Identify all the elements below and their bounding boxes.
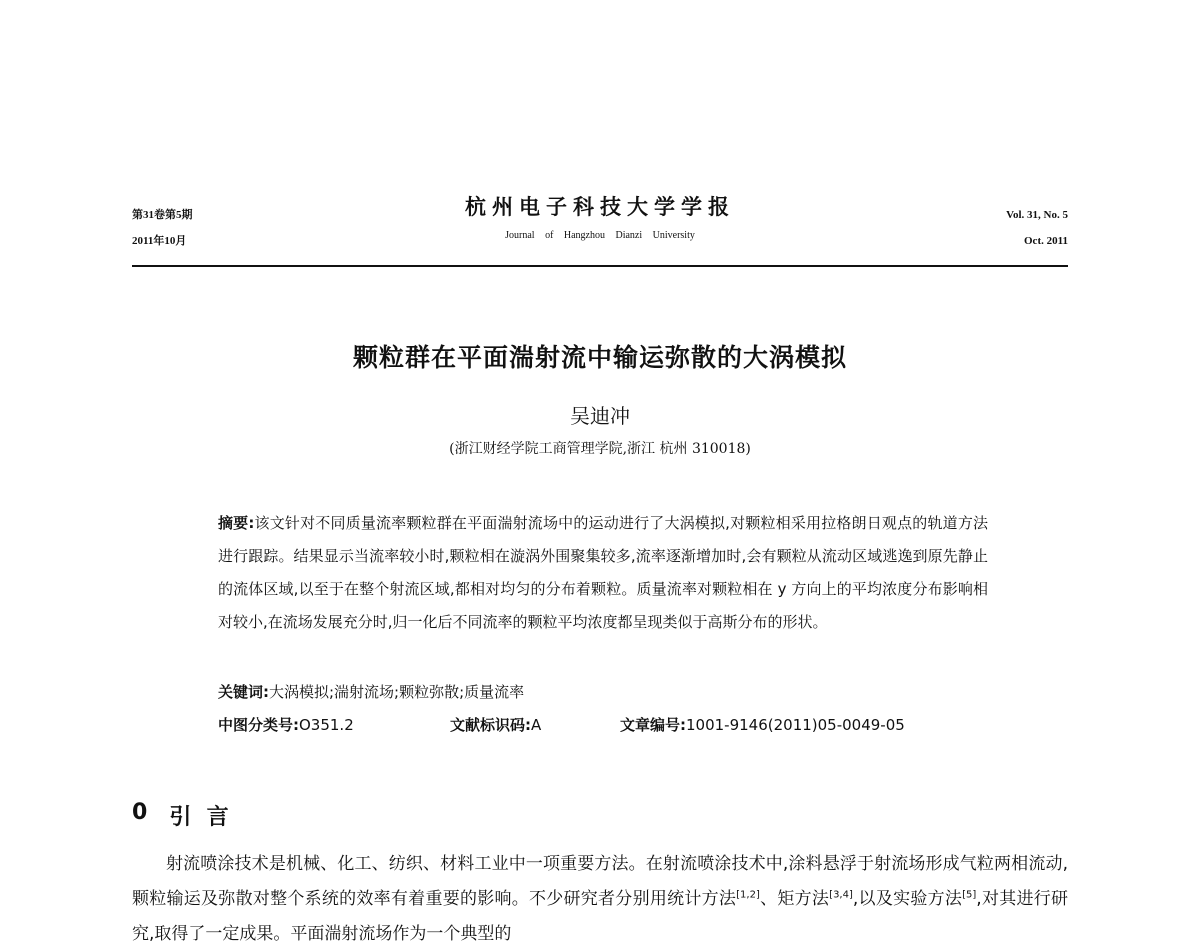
abstract [218, 507, 988, 639]
paragraph-text: ,对其进行研究,取得了一定成果。平面湍射流场作为一个典型的 [132, 889, 1069, 944]
article-title: 颗粒群在平面湍射流中输运弥散的大涡模拟 [352, 343, 847, 372]
paragraph [132, 847, 1068, 952]
keywords-label: 关键词: [218, 683, 269, 701]
author-affiliation: (浙江财经学院工商管理学院,浙江 杭州 310018) [449, 441, 751, 457]
clc-label: 中图分类号: [218, 716, 299, 734]
header-left [132, 202, 193, 254]
abstract-label: 摘要: [218, 514, 255, 532]
section-title: 引 言 [169, 805, 229, 830]
classification-row [218, 709, 988, 742]
citation[interactable]: [3,4] [829, 889, 853, 901]
abstract-text: 该文针对不同质量流率颗粒群在平面湍射流场中的运动进行了大涡模拟,对颗粒相采用拉格朗日观点的轨道方法进行跟踪。结果显示当流率较小时,颗粒相在漩涡外围聚集较多,流率逐渐增加时,会有颗粒从流动区域逃逸到原先静止的流体区域,以至于在整个射流区域,都相对均匀的分布着颗粒。质量流率对颗粒相在 y 方向上的平均浓度分布影响相对较小,在流场发展充分时,归一化后不同流率的颗粒平均浓度都呈现类似于高斯分布的形状。 [218, 514, 989, 631]
paragraph-text: 射流喷涂技术是机械、化工、纺织、材料工业中一项重要方法。在射流喷涂技术中,涂料悬浮于射流场形成气粒两相流动,颗粒输运及弥散对整个系统的效率有着重要的影响。不少研究者分别用统计方法 [132, 854, 1068, 909]
section-body [132, 847, 1068, 952]
keywords [218, 676, 988, 709]
header-rule [132, 265, 1068, 267]
citation[interactable]: [5] [962, 889, 977, 901]
journal-name-cn: 杭州电子科技大学学报 [465, 195, 735, 219]
header-right [1006, 202, 1068, 254]
paragraph-text: ,以及实验方法 [852, 889, 963, 909]
date-cn: 2011年10月 [132, 235, 187, 247]
article-author: 吴迪冲 [570, 404, 630, 428]
volume-issue-cn: 第31卷第5期 [132, 209, 193, 221]
clc-value: O351.2 [299, 716, 354, 734]
journal-name-en: Journal of Hangzhou Dianzi University [505, 230, 695, 241]
paragraph-text: 、矩方法 [759, 889, 830, 909]
clc-number [218, 709, 450, 742]
section-heading [132, 800, 229, 831]
doc-code-label: 文献标识码: [450, 716, 531, 734]
article-number [620, 709, 905, 742]
document-code [450, 709, 620, 742]
article-no-value: 1001-9146(2011)05-0049-05 [686, 716, 905, 734]
header-center [380, 192, 820, 246]
keywords-text: 大涡模拟;湍射流场;颗粒弥散;质量流率 [269, 683, 525, 701]
doc-code-value: A [531, 716, 542, 734]
article-no-label: 文章编号: [620, 716, 686, 734]
volume-issue-en: Vol. 31, No. 5 [1006, 209, 1068, 221]
date-en: Oct. 2011 [1024, 235, 1068, 247]
citation[interactable]: [1,2] [736, 889, 760, 901]
section-number: 0 [132, 800, 148, 825]
